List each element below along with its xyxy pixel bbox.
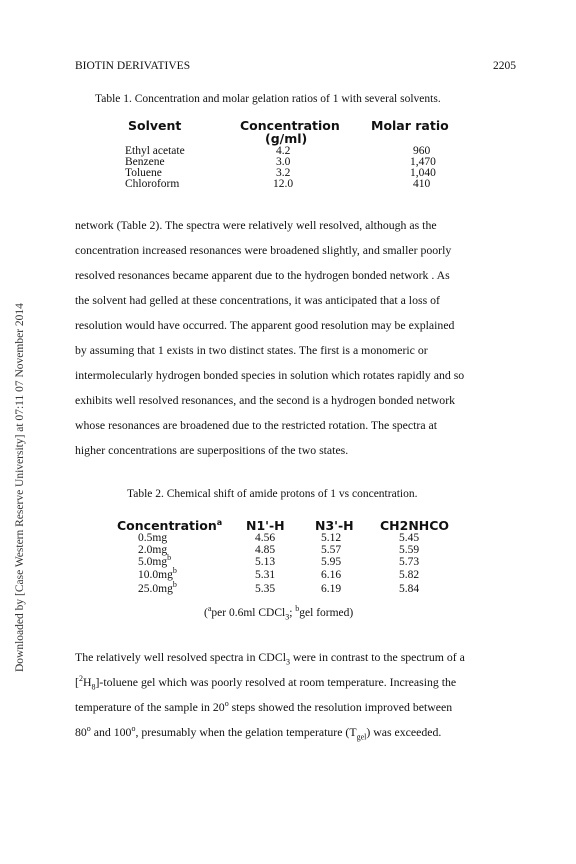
text-line: whose resonances are broadened due to the restricted rotation. The spectra at: [75, 418, 438, 432]
table1: [0, 118, 576, 196]
text-line: higher concentrations are superpositions of the two states.: [75, 443, 349, 457]
table2: [0, 518, 576, 600]
table1-cell-ratio: 960: [413, 145, 431, 157]
table2-cell-ch2nhco: 5.82: [399, 569, 420, 581]
table1-caption: Table 1. Concentration and molar gelation ratios of 1 with several solvents.: [95, 93, 441, 105]
table1-cell-ratio: 410: [413, 178, 431, 190]
table2-cell-concentration: $10.0mg^b$: [138, 566, 177, 581]
table2-cell-n1: 5.31: [255, 569, 276, 581]
table1-cell-concentration: 3.0: [276, 156, 291, 168]
download-notice: Downloaded by [Case Western Reserve University] at 07:11 07 November 2014: [14, 303, 26, 672]
table2-cell-n3: 6.19: [321, 583, 342, 595]
running-title: BIOTIN DERIVATIVES: [75, 60, 191, 72]
text-line: 80$^o$ and 100$^o$, presumably when the gelation temperature $(T_{gel})$ was exceeded.: [75, 724, 442, 742]
table2-cell-n3: 5.57: [321, 544, 342, 556]
table1-header-solvent: Solvent: [128, 118, 182, 133]
text-line: network (Table 2). The spectra were relatively well resolved, although as the: [75, 218, 437, 232]
table1-cell-solvent: Ethyl acetate: [125, 145, 185, 157]
table1-header-unit: (g/ml): [265, 131, 308, 146]
table2-cell-ch2nhco: 5.84: [399, 583, 420, 595]
table2-cell-ch2nhco: 5.73: [399, 556, 420, 568]
table1-header-ratio: Molar ratio: [371, 118, 449, 133]
table2-cell-n3: 5.12: [321, 532, 342, 544]
table2-footnote: ($^a$per 0.6ml CDCl$_3$; $^b$gel formed): [204, 604, 354, 622]
page-header: [75, 60, 516, 74]
table2-header-concentration: Concentration$^a$: [117, 517, 223, 533]
table2-cell-n1: 4.56: [255, 532, 276, 544]
table1-cell-ratio: 1,040: [410, 167, 436, 179]
text-line: resolved resonances became apparent due to the hydrogen bonded network . As: [75, 268, 450, 282]
text-line: intermolecularly hydrogen bonded species in solution which rotates rapidly and so: [75, 368, 465, 382]
text-line: by assuming that 1 exists in two distinct states. The first is a monomeric or: [75, 343, 428, 357]
page-number: 2205: [493, 60, 516, 72]
table2-header-n3: N3'-H: [315, 518, 354, 533]
text-line: temperature of the sample in 20$^o$ steps showed the resolution improved between: [75, 699, 453, 714]
table2-cell-n1: 4.85: [255, 544, 276, 556]
table2-cell-concentration: $25.0mg^b$: [138, 580, 177, 595]
table2-cell-concentration: 2.0mg: [138, 544, 168, 556]
table1-header-concentration: Concentration: [240, 118, 340, 133]
table2-cell-n1: 5.35: [255, 583, 276, 595]
table1-cell-concentration: 4.2: [276, 145, 291, 157]
table1-cell-solvent: Benzene: [125, 156, 165, 168]
text-line: exhibits well resolved resonances, and the second is a hydrogen bonded network: [75, 393, 456, 407]
text-line: the solvent had gelled at these concentrations, it was anticipated that a loss of: [75, 293, 440, 307]
table2-cell-n1: 5.13: [255, 556, 276, 568]
table2-cell-concentration: $5.0mg^b$: [138, 553, 172, 568]
text-line: $[^2H_8]$-toluene gel which was poorly resolved at room temperature. Increasing the: [75, 674, 457, 692]
text-line: resolution would have occurred. The apparent good resolution may be explained: [75, 318, 455, 332]
table1-cell-solvent: Chloroform: [125, 178, 180, 190]
text-line: The relatively well resolved spectra in CDCl$_3$ were in contrast to the spectrum of a: [75, 650, 465, 667]
table2-cell-ch2nhco: 5.45: [399, 532, 420, 544]
table2-caption: Table 2. Chemical shift of amide protons of 1 vs concentration.: [127, 488, 418, 500]
table1-cell-concentration: 12.0: [273, 178, 294, 190]
table2-cell-concentration: 0.5mg: [138, 532, 168, 544]
table2-cell-ch2nhco: 5.59: [399, 544, 420, 556]
table1-cell-ratio: 1,470: [410, 156, 436, 168]
table2-header-n1: N1'-H: [246, 518, 285, 533]
table2-cell-n3: 6.16: [321, 569, 342, 581]
table1-cell-solvent: Toluene: [125, 167, 162, 179]
text-line: concentration increased resonances were broadened slightly, and smaller poorly: [75, 243, 452, 257]
table2-cell-n3: 5.95: [321, 556, 342, 568]
table1-cell-concentration: 3.2: [276, 167, 291, 179]
table2-header-ch2nhco: CH2NHCO: [380, 518, 450, 533]
